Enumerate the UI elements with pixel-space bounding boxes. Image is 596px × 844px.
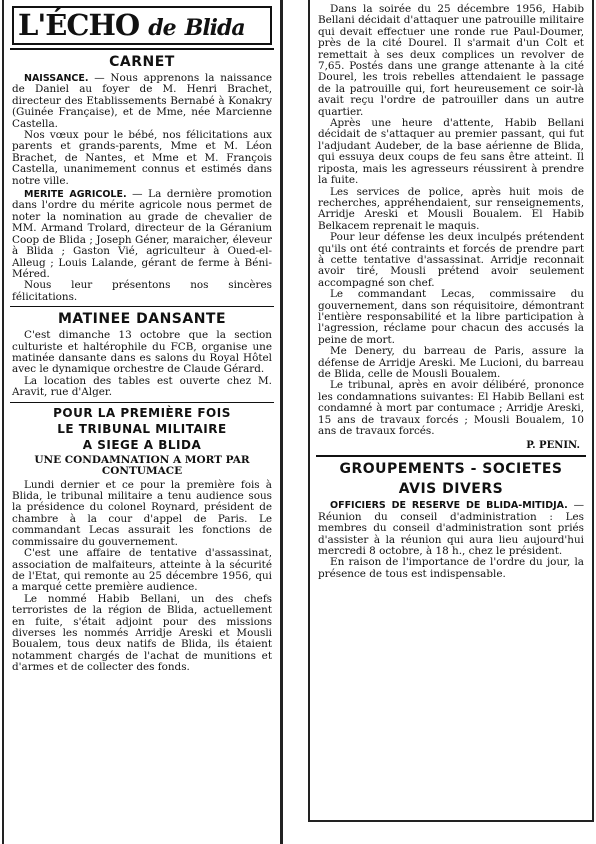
groupements-heading-line2: AVIS DIVERS [398, 481, 504, 498]
merite-text: — La dernière promotion dans l'ordre du mérite agricole nous permet de noter la nomination au grade de chevalier de MM. Armand Trolard, directeur de la Géranium Coop de Blida ; Joseph Géner, maraicher, éleveur à Blida ; Gaston Vié, agriculteur à Oued-el-Alleug ; Louis Lalande, gérant de ferme à Béni-Méred. [12, 188, 272, 280]
tribunal-paragraph-7: Pour leur défense les deux inculpés prétendent qu'ils ont été contraints et forcés de prendre part à cette tentative d'assassinat. Arridje reconnait avoir tiré, Mousli prétend avoir seulement accompagné son chef. [318, 231, 584, 289]
tribunal-heading-line3: A SIEGE A BLIDA [82, 437, 202, 452]
divider [10, 306, 274, 307]
tribunal-paragraph-2: C'est une affaire de tentative d'assassinat, association de malfaiteurs, atteinte à la sécurité de l'Etat, qui remonte au 25 décembre 1956, qui a marqué cette première audience. [12, 547, 272, 594]
masthead-title: L'ÉCHO [18, 8, 140, 42]
divider [10, 402, 274, 403]
tribunal-paragraph-6: Les services de police, après huit mois de recherches, appréhendaient, sur renseignements, Arridje Areski et Mousli Boualem. El Habib Belkacem reprenait le maquis. [318, 185, 584, 232]
merite-paragraph [12, 189, 272, 280]
officiers-paragraph [318, 500, 584, 557]
naissance-text: — Nous apprenons la naissance de Daniel au foyer de M. Henri Brachet, directeur des Etablissements Bernabé à Konakry (Guinée Française), et de Mme, née Marcienne Castella. [12, 72, 272, 130]
matinee-paragraph-1: C'est dimanche 13 octobre que la section culturiste et haltérophile du FCB, organise une matinée dansante dans es salons du Royal Hôtel avec le dynamique orchestre de Claude Gérard. [12, 329, 272, 376]
signature: P. PENIN. [526, 440, 580, 452]
officiers-paragraph-2: En raison de l'importance de l'ordre du jour, la présence de tous est indispensable. [318, 556, 584, 580]
left-column [2, 0, 283, 844]
tribunal-paragraph-9: Me Denery, du barreau de Paris, assure la défense de Arridje Areski. Me Lucioni, du barreau de Blida, celle de Mousli Boualem. [318, 345, 584, 380]
naissance-paragraph [12, 73, 272, 130]
tribunal-heading-line1: POUR LA PREMIÈRE FOIS [53, 405, 231, 420]
officiers-label: OFFICIERS DE RESERVE DE BLIDA-MITIDJA. [330, 500, 568, 512]
groupements-heading-line1: GROUPEMENTS - SOCIETES [339, 461, 563, 478]
divider [316, 455, 586, 457]
masthead-de: de [148, 15, 176, 41]
tribunal-heading-line2: LE TRIBUNAL MILITAIRE [57, 421, 227, 436]
masthead-city: Blida [184, 15, 245, 41]
merite-label: MERITE AGRICOLE. [24, 189, 127, 201]
tribunal-paragraph-10: Le tribunal, après en avoir délibéré, prononce les condamnations suivantes: El Habib Bellani est condamné à mort par contumace ; Arridje Areski, 15 ans de travaux forcés ; Mousli Boualem, 10 ans de travaux forcés. [318, 379, 584, 438]
matinee-paragraph-2: La location des tables est ouverte chez M. Aravit, rue d'Alger. [12, 374, 272, 399]
tribunal-paragraph-4: Dans la soirée du 25 décembre 1956, Habib Bellani décidait d'attaquer une patrouille militaire qui devait effectuer une ronde rue Paul-Doumer, près de la cité Dourel. Il s'armait d'un Colt et remettait à ses deux complices un revolver de 7,65. Postés dans une grange attenante à la cité Dourel, les trois rebelles attendaient le passage de la patrouille qui, fort heureusement ce soir-là avait reçu l'ordre de patrouiller dans un autre quartier. [318, 3, 584, 118]
tribunal-paragraph-3: Le nommé Habib Bellani, un des chefs terroristes de la région de Blida, actuellement en fuite, s'était adjoint pour des missions diverses les nommés Arridje Areski et Mousli Boualem, tous deux natifs de Blida, ils étaient notamment chargés de l'achat de munitions et d'armes et de collecter des fonds. [12, 592, 272, 674]
masthead [12, 6, 272, 45]
tribunal-paragraph-5: Après une heure d'attente, Habib Bellani décidait de s'attaquer au premier passant, qui fut l'adjudant Audeber, de la base aérienne de Blida, qui essuya deux coups de feu sans être atteint. Il riposta, mais les agresseurs réussirent à prendre la fuite. [318, 117, 584, 187]
matinee-heading: MATINEE DANSANTE [57, 311, 227, 328]
tribunal-paragraph-1: Lundi dernier et ce pour la première fois à Blida, le tribunal militaire a tenu audience sous la présidence du colonel Roynard, président de chambre à la cour d'appel de Paris. Le commandant Lecas assurait les fonctions de commissaire du gouvernement. [12, 478, 272, 548]
voeux-paragraph: Nos vœux pour le bébé, nos félicitations aux parents et grands-parents, Mme et M. Léon Brachet, de Nantes, et Mme et M. François Castella, unanimement connus et estimés dans notre ville. [12, 129, 272, 187]
tribunal-subheading: UNE CONDAMNATION A MORT PAR CONTUMACE [34, 453, 250, 478]
naissance-label: NAISSANCE. [24, 73, 89, 84]
right-column [308, 0, 594, 822]
divider [10, 48, 274, 50]
carnet-heading: CARNET [109, 54, 175, 70]
tribunal-paragraph-8: Le commandant Lecas, commissaire du gouvernement, dans son réquisitoire, démontrant l'entière responsabilité et la libre participation à l'agression, réclame pour chacun des accusés la peine de mort. [318, 288, 584, 346]
felicitations-paragraph: Nous leur présentons nos sincères félicitations. [12, 279, 272, 303]
officiers-text: — Réunion du conseil d'administration : Les membres du conseil d'administration sont priés d'assister à la réunion qui aura lieu aujourd'hui mercredi 8 octobre, à 18 h., chez le président. [318, 499, 584, 558]
